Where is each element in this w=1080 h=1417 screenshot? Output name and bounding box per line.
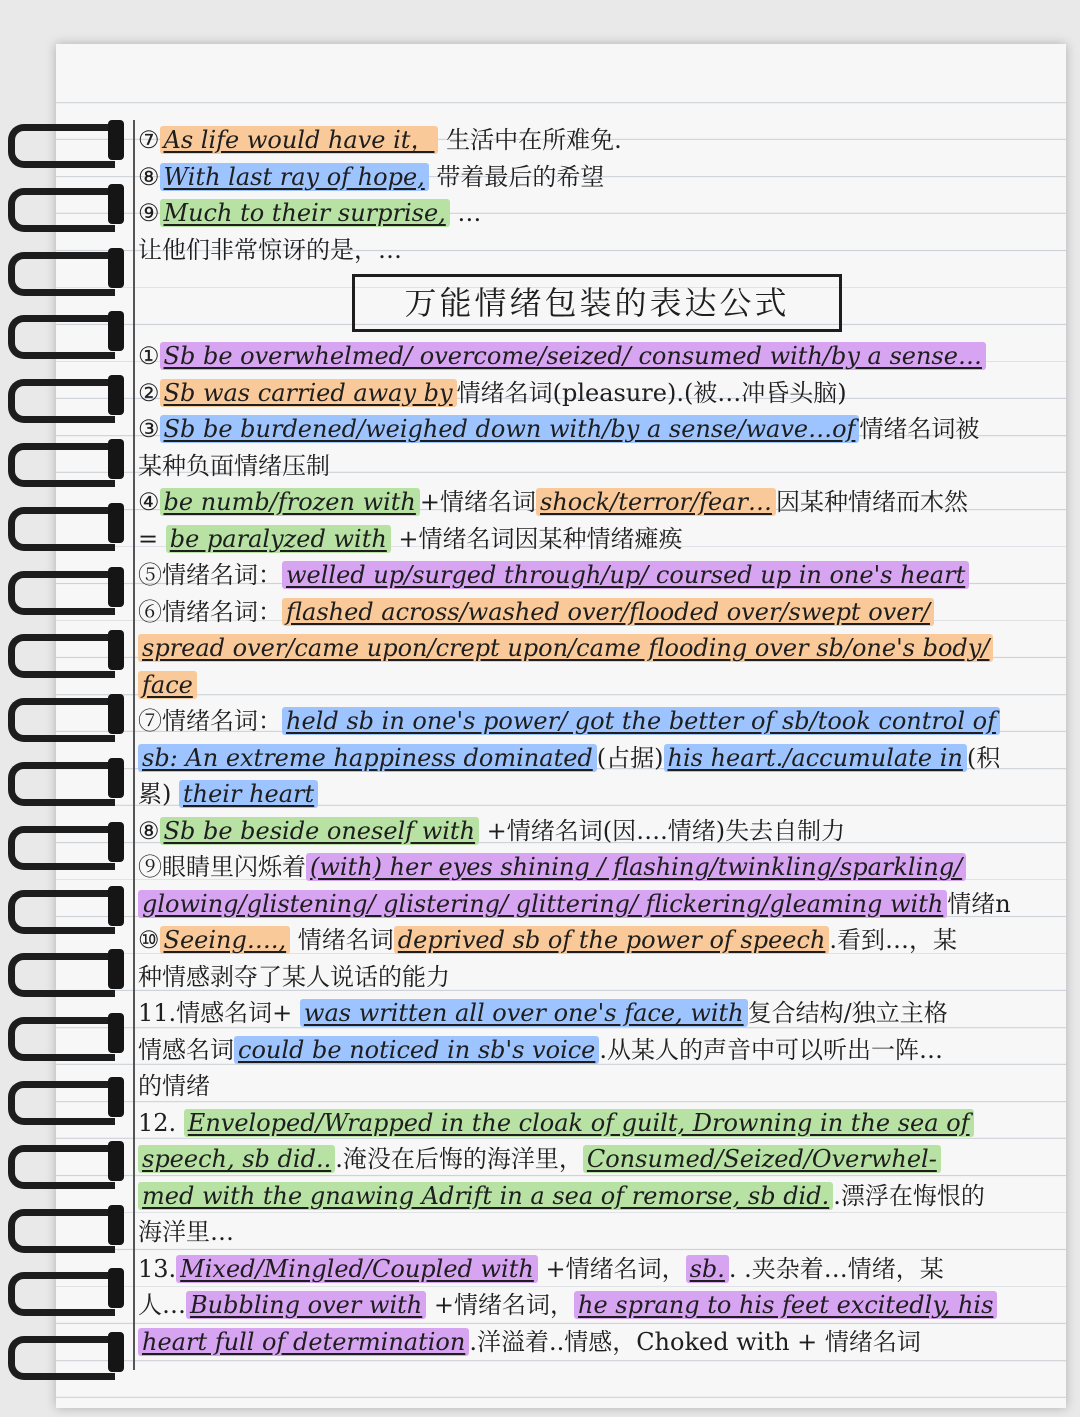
page-title: 万能情绪包装的表达公式 bbox=[352, 274, 842, 332]
highlighted-phrase: Enveloped/Wrapped in the cloak of guilt, Drowning in the sea of bbox=[184, 1109, 974, 1137]
note-text: .洋溢着..情感，Choked with + 情绪名词 bbox=[469, 1327, 921, 1356]
spiral-ring bbox=[8, 947, 126, 991]
note-text: 人… bbox=[138, 1291, 186, 1319]
note-line bbox=[138, 995, 1058, 1032]
spiral-ring bbox=[8, 1203, 126, 1247]
highlighted-phrase: Sb was carried away by bbox=[160, 379, 457, 407]
note-line bbox=[138, 959, 1058, 996]
note-text: .漂浮在悔恨的 bbox=[833, 1181, 985, 1210]
note-line bbox=[138, 557, 1058, 594]
spiral-ring bbox=[8, 118, 126, 162]
highlighted-phrase: he sprang to his feet excitedly, his bbox=[574, 1291, 997, 1319]
note-line bbox=[138, 1105, 1058, 1142]
spiral-ring bbox=[8, 1011, 126, 1055]
note-text: 带着最后的希望 bbox=[428, 162, 605, 191]
note-line bbox=[138, 849, 1058, 886]
highlighted-phrase: sb. bbox=[686, 1255, 729, 1283]
notes-content bbox=[138, 122, 1058, 1360]
note-line bbox=[138, 232, 1058, 269]
highlighted-phrase: Seeing…., bbox=[160, 926, 291, 954]
highlighted-phrase: his heart./accumulate in bbox=[664, 744, 967, 772]
note-text: (积 bbox=[966, 743, 1001, 772]
note-line bbox=[138, 1214, 1058, 1251]
note-text: 种情感剥夺了某人说话的能力 bbox=[138, 962, 450, 991]
spiral-ring bbox=[8, 1139, 126, 1183]
note-line bbox=[138, 740, 1058, 777]
spiral-ring bbox=[8, 692, 126, 736]
spiral-ring bbox=[8, 246, 126, 290]
note-text: ⑤情绪名词： bbox=[138, 561, 282, 589]
highlighted-phrase: Sb be beside oneself with bbox=[160, 817, 480, 845]
note-line bbox=[138, 1251, 1058, 1288]
note-text: ③ bbox=[138, 415, 160, 443]
note-text: ⑧ bbox=[138, 162, 160, 191]
note-text: . .夹杂着…情绪，某 bbox=[728, 1254, 944, 1283]
note-line bbox=[138, 813, 1058, 850]
highlighted-phrase: spread over/came upon/crept upon/came flooding over sb/one's body/ bbox=[138, 634, 993, 662]
spiral-ring bbox=[8, 437, 126, 481]
note-text: 生活中在所难免. bbox=[438, 126, 622, 154]
note-line bbox=[138, 594, 1058, 631]
note-line bbox=[138, 703, 1058, 740]
note-text: 情绪名词被 bbox=[859, 415, 980, 443]
spiral-ring bbox=[8, 309, 126, 353]
note-text: 海洋里… bbox=[138, 1218, 234, 1246]
note-text: 某种负面情绪压制 bbox=[138, 451, 330, 480]
note-line bbox=[138, 1324, 1058, 1361]
note-text: +情绪名词(因….情绪)失去自制力 bbox=[479, 816, 846, 845]
highlighted-phrase: face bbox=[138, 671, 197, 699]
highlighted-phrase: shock/terror/fear… bbox=[536, 488, 776, 516]
highlighted-phrase: Bubbling over with bbox=[186, 1291, 426, 1319]
note-line bbox=[138, 448, 1058, 485]
note-text: ① bbox=[138, 342, 160, 370]
note-text: +情绪名词因某种情绪瘫痪 bbox=[390, 524, 683, 553]
note-line bbox=[138, 1141, 1058, 1178]
highlighted-phrase: sb: An extreme happiness dominated bbox=[138, 744, 597, 772]
note-text: 因某种情绪而木然 bbox=[775, 488, 968, 516]
note-text: 情绪名词 bbox=[290, 926, 394, 954]
note-text: 让他们非常惊讶的是，… bbox=[138, 235, 402, 264]
spiral-ring bbox=[8, 820, 126, 864]
highlighted-phrase: heart full of determination bbox=[138, 1328, 469, 1356]
note-text: … bbox=[449, 199, 482, 227]
highlighted-phrase: Much to their surprise, bbox=[160, 199, 450, 227]
note-text: 情绪n bbox=[947, 889, 1011, 918]
note-line bbox=[138, 922, 1058, 959]
highlighted-phrase: Mixed/Mingled/Coupled with bbox=[176, 1255, 538, 1283]
highlighted-phrase: flashed across/washed over/flooded over/swept over/ bbox=[282, 598, 934, 626]
spiral-binding bbox=[0, 0, 140, 1417]
highlighted-phrase: be numb/frozen with bbox=[160, 488, 420, 516]
highlighted-phrase: was written all over one's face, with bbox=[300, 999, 748, 1027]
note-text: .从某人的声音中可以听出一阵… bbox=[599, 1035, 944, 1064]
note-text: 13. bbox=[138, 1254, 177, 1283]
note-text: ⑨眼睛里闪烁着 bbox=[138, 853, 306, 881]
highlighted-phrase: deprived sb of the power of speech bbox=[394, 926, 830, 954]
highlighted-phrase: With last ray of hope, bbox=[160, 163, 429, 191]
note-line bbox=[138, 484, 1058, 521]
note-line bbox=[138, 886, 1058, 923]
highlighted-phrase: Sb be overwhelmed/ overcome/seized/ consumed with/by a sense… bbox=[160, 342, 986, 370]
spiral-ring bbox=[8, 1266, 126, 1310]
highlighted-phrase: As life would have it， bbox=[160, 126, 439, 154]
spiral-ring bbox=[8, 373, 126, 417]
note-text: 的情绪 bbox=[138, 1072, 210, 1100]
note-line bbox=[138, 375, 1058, 412]
note-text: ⑥情绪名词： bbox=[138, 597, 282, 626]
note-line bbox=[138, 1068, 1058, 1105]
note-line bbox=[138, 630, 1058, 667]
note-text: 12. bbox=[138, 1108, 184, 1137]
note-line bbox=[138, 1032, 1058, 1069]
note-line bbox=[138, 195, 1058, 232]
highlighted-phrase: their heart bbox=[179, 780, 318, 808]
note-text: ⑨ bbox=[138, 199, 160, 227]
spiral-ring bbox=[8, 182, 126, 226]
highlighted-phrase: be paralyzed with bbox=[166, 525, 391, 553]
note-text: = bbox=[138, 524, 166, 553]
note-line bbox=[138, 521, 1058, 558]
highlighted-phrase: could be noticed in sb's voice bbox=[234, 1036, 599, 1064]
note-text: 11.情感名词+ bbox=[138, 999, 300, 1027]
note-line bbox=[138, 338, 1058, 375]
highlighted-phrase: med with the gnawing Adrift in a sea of remorse, sb did. bbox=[138, 1182, 833, 1210]
note-text: 复合结构/独立主格 bbox=[747, 999, 948, 1027]
spiral-ring bbox=[8, 1075, 126, 1119]
spiral-ring bbox=[8, 501, 126, 545]
note-text: (占据) bbox=[596, 743, 664, 772]
spiral-ring bbox=[8, 756, 126, 800]
note-line bbox=[138, 1178, 1058, 1215]
highlighted-phrase: glowing/glistening/ glistering/ glittering/ flickering/gleaming with bbox=[138, 890, 947, 918]
note-line bbox=[138, 159, 1058, 196]
note-text: ⑩ bbox=[138, 926, 160, 954]
highlighted-phrase: held sb in one's power/ got the better of sb/took control of bbox=[282, 707, 1000, 735]
note-text: +情绪名词， bbox=[537, 1254, 686, 1283]
spiral-ring bbox=[8, 628, 126, 672]
note-text: ⑦情绪名词： bbox=[138, 707, 282, 735]
note-text: .淹没在后悔的海洋里， bbox=[335, 1145, 583, 1173]
highlighted-phrase: speech, sb did.. bbox=[138, 1145, 335, 1173]
note-text: ④ bbox=[138, 488, 160, 516]
note-text: 情感名词 bbox=[138, 1035, 234, 1064]
highlighted-phrase: Consumed/Seized/Overwhel- bbox=[583, 1145, 941, 1173]
note-text: ② bbox=[138, 378, 160, 407]
spiral-ring bbox=[8, 1330, 126, 1374]
spiral-ring bbox=[8, 884, 126, 928]
note-line bbox=[138, 667, 1058, 704]
note-text: 累) bbox=[138, 780, 179, 808]
note-line bbox=[138, 1287, 1058, 1324]
note-text: ⑧ bbox=[138, 816, 160, 845]
note-text: +情绪名词， bbox=[426, 1291, 575, 1319]
note-line bbox=[138, 776, 1058, 813]
highlighted-phrase: Sb be burdened/weighed down with/by a sense/wave…of bbox=[160, 415, 860, 443]
spiral-ring bbox=[8, 565, 126, 609]
highlighted-phrase: welled up/surged through/up/ coursed up in one's heart bbox=[282, 561, 969, 589]
note-line bbox=[138, 411, 1058, 448]
note-text: +情绪名词 bbox=[419, 488, 536, 516]
note-line bbox=[138, 122, 1058, 159]
note-text: .看到…，某 bbox=[829, 926, 958, 954]
note-text: ⑦ bbox=[138, 126, 160, 154]
highlighted-phrase: (with) her eyes shining / flashing/twinkling/sparkling/ bbox=[306, 853, 966, 881]
note-text: 情绪名词(pleasure).(被…冲昏头脑) bbox=[456, 378, 847, 407]
